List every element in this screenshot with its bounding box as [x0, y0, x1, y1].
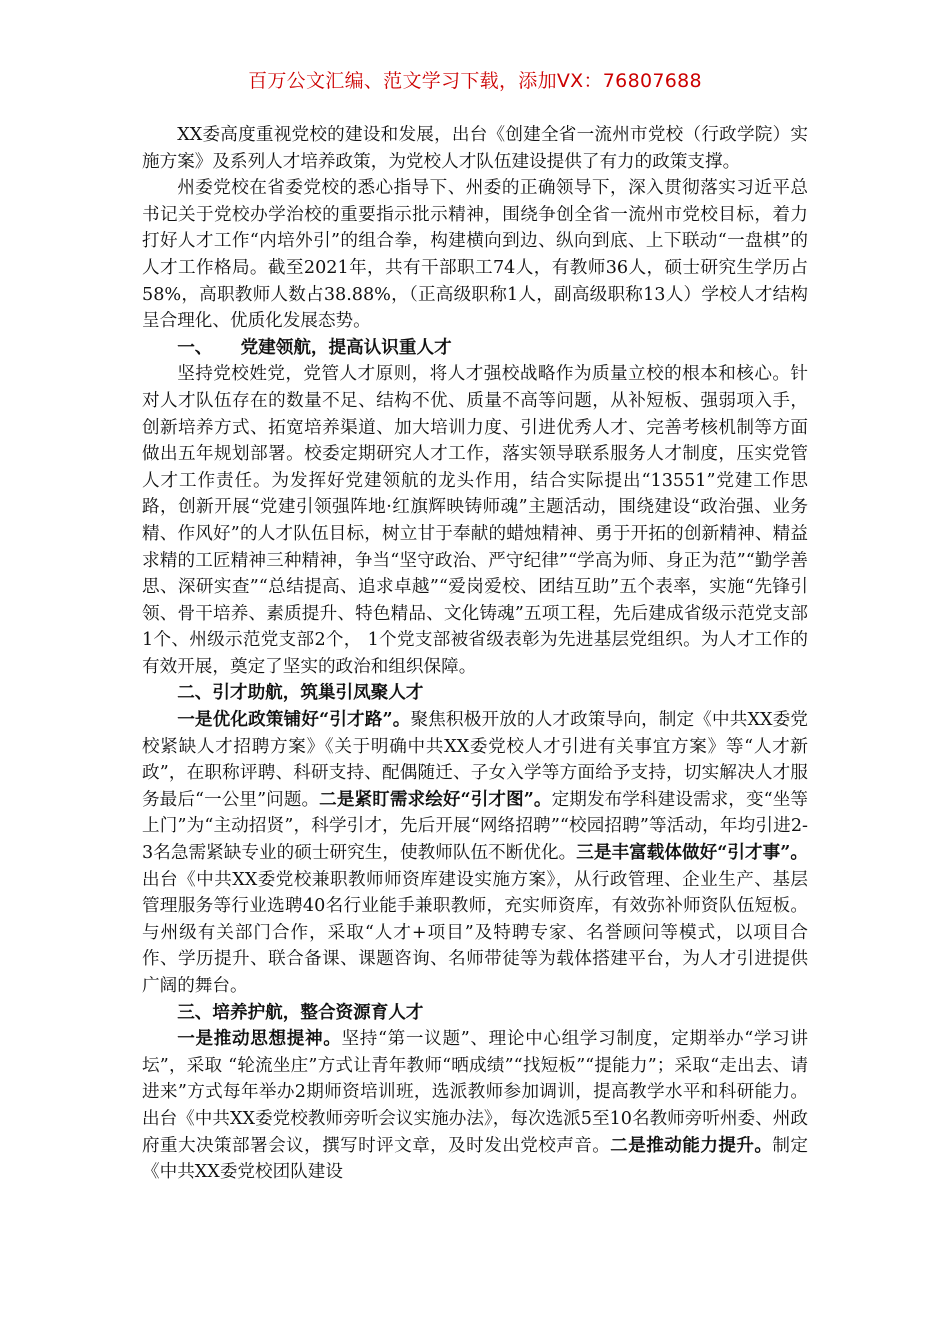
- section-2-heading: 二、引才助航，筑巢引凤聚人才: [177, 682, 424, 704]
- section-2-lead-2: 二是紧盯需求绘好“引才图”。: [319, 788, 552, 810]
- section-1-heading: [142, 335, 808, 362]
- document-body: [142, 122, 808, 1186]
- section-2-paragraph: [142, 707, 808, 1000]
- section-2-text-3: 出台《中共XX委党校兼职教师师资库建设实施方案》，从行政管理、企业生产、基层管理服务等行业选聘40名行业能手兼职教师，充实师资库，有效弥补师资队伍短板。与州级有关部门合作，采取“人才+项目”及特聘专家、名誉顾问等模式，以项目合作、学历提升、联合备课、课题咨询、名师带徒等为载体搭建平台，为人才引进提供广阔的舞台。: [142, 869, 808, 996]
- overview-paragraph: 州委党校在省委党校的悉心指导下、州委的正确领导下，深入贯彻落实习近平总书记关于党校办学治校的重要指示批示精神，围绕争创全省一流州市党校目标，着力打好人才工作“内培外引”的组合拳，构建横向到边、纵向到底、上下联动“一盘棋”的人才工作格局。截至2021年，共有干部职工74人，有教师36人，硕士研究生学历占58%，高职教师人数占38.88%，（正高级职称1人，副高级职称13人）学校人才结构呈合理化、优质化发展态势。: [142, 178, 808, 332]
- section-1-paragraph: 坚持党校姓党，党管人才原则，将人才强校战略作为质量立校的根本和核心。针对人才队伍存在的数量不足、结构不优、质量不高等问题，从补短板、强弱项入手，创新培养方式、拓宽培养渠道、加大培训力度、引进优秀人才、完善考核机制等方面做出五年规划部署。校委定期研究人才工作，落实领导联系服务人才制度，压实党管人才工作责任。为发挥好党建领航的龙头作用，结合实际提出“13551”党建工作思路，创新开展“党建引领强阵地·红旗辉映铸师魂”主题活动，围绕建设“政治强、业务精、作风好”的人才队伍目标，树立甘于奉献的蜡烛精神、勇于开拓的创新精神、精益求精的工匠精神三种精神，争当“坚守政治、严守纪律”“学高为师、身正为范”“勤学善思、深研实查”“总结提高、追求卓越”“爱岗爱校、团结互助”五个表率，实施“先锋引领、骨干培养、素质提升、特色精品、文化铸魂”五项工程，先后建成省级示范党支部1个、州级示范党支部2个， 1个党支部被省级表彰为先进基层党组织。为人才工作的有效开展，奠定了坚实的政治和组织保障。: [142, 364, 808, 677]
- section-2-text-2: 定期发布学科建设需求，变“坐等上门”为“主动招贤”，科学引才，先后开展“网络招聘”“校园招聘”等活动，年均引进2-3名急需紧缺专业的硕士研究生，使教师队伍不断优化。: [142, 789, 808, 864]
- section-3-text-2: 制定《中共XX委党校团队建设: [142, 1135, 808, 1183]
- section-3-lead-2: 二是推动能力提升。: [610, 1134, 773, 1156]
- section-3-lead-1: 一是推动思想提神。: [177, 1028, 342, 1050]
- section-1-number: 一、: [177, 336, 213, 358]
- header-banner: 百万公文汇编、范文学习下载，添加VX：76807688: [248, 70, 702, 92]
- section-3-text-1: 坚持“第一议题”、理论中心组学习制度，定期举办“学习讲坛”，采取 “轮流坐庄”方式让青年教师“晒成绩”“找短板”“提能力”；采取“走出去、请进来”方式每年举办2期师资培训班，选派教师参加调训，提高教学水平和科研能力。出台《中共XX委党校教师旁听会议实施办法》，每次选派5至10名教师旁听州委、州政府重大决策部署会议，撰写时评文章，及时发出党校声音。: [142, 1029, 808, 1156]
- intro-paragraph: XX委高度重视党校的建设和发展，出台《创建全省一流州市党校（行政学院）实施方案》及系列人才培养政策，为党校人才队伍建设提供了有力的政策支撑。: [142, 125, 808, 172]
- section-2-lead-1: 一是优化政策铺好“引才路”。: [177, 709, 411, 731]
- section-3-paragraph: [142, 1026, 808, 1186]
- section-3-heading: 三、培养护航，整合资源育人才: [177, 1001, 424, 1023]
- section-1-title: 党建领航，提高认识重人才: [240, 336, 452, 358]
- section-2-text-1: 聚焦积极开放的人才政策导向，制定《中共XX委党校紧缺人才招聘方案》《关于明确中共XX委党校人才引进有关事宜方案》等“人才新政”，在职称评聘、科研支持、配偶随迁、子女入学等方面给予支持，切实解决人才服务最后“一公里”问题。: [142, 710, 808, 810]
- section-2-lead-3: 三是丰富载体做好“引才事”。: [576, 842, 808, 864]
